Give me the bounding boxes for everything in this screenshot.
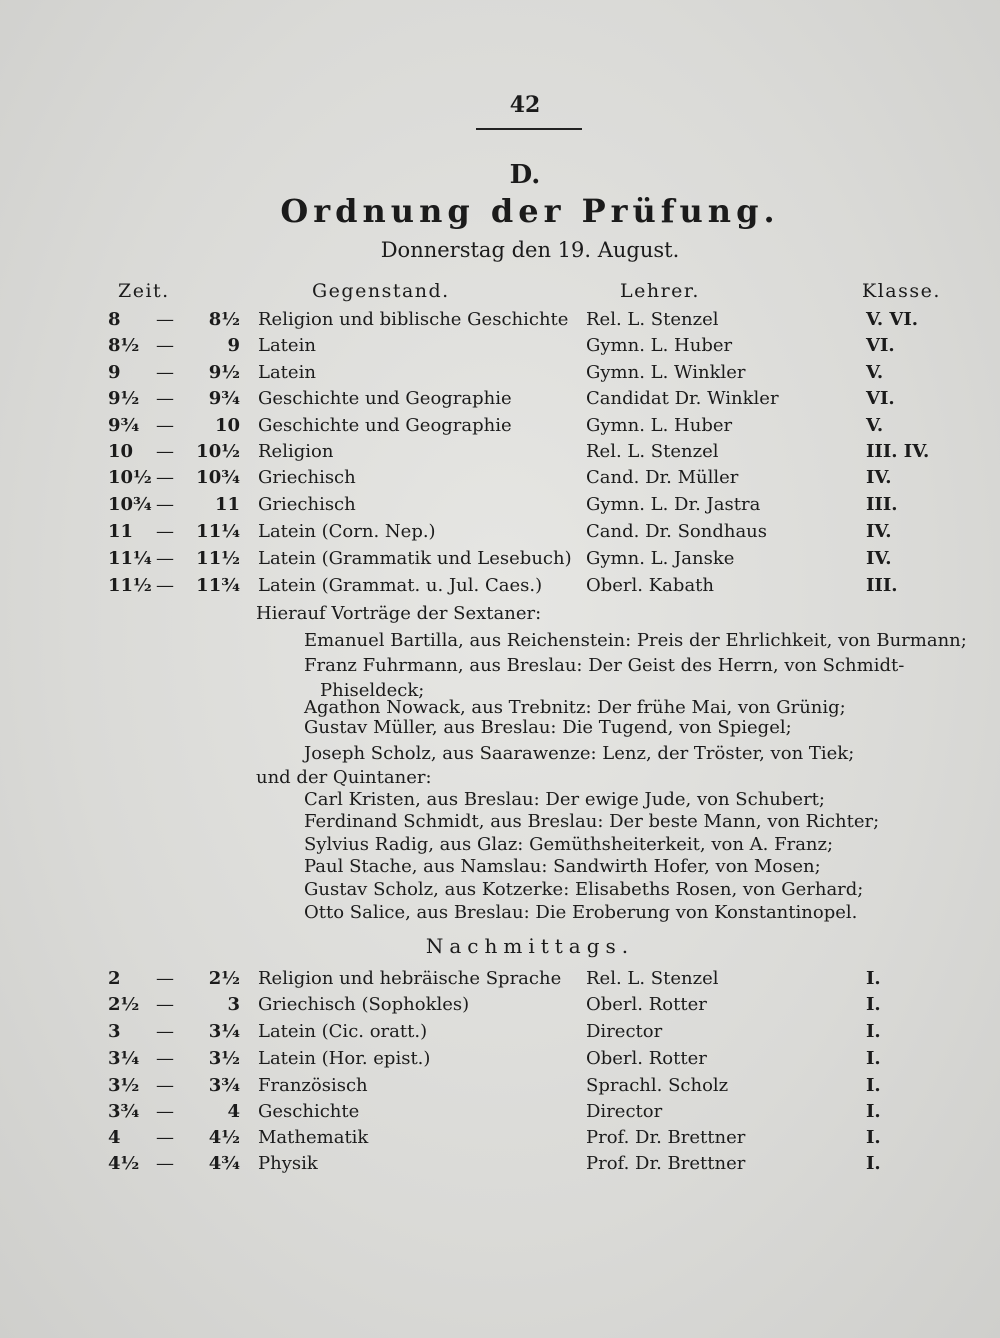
class: I. — [866, 968, 881, 989]
header-gegenstand: Gegenstand. — [312, 280, 450, 302]
teacher: Gymn. L. Janske — [586, 548, 735, 569]
schedule-row — [0, 1075, 1000, 1101]
subject: Religion und hebräische Sprache — [258, 968, 562, 989]
time-dash: — — [156, 548, 174, 569]
time-from: 9¾ — [108, 415, 140, 436]
schedule-row — [0, 575, 1000, 601]
time-dash: — — [156, 494, 174, 515]
class: I. — [866, 994, 881, 1015]
teacher: Cand. Dr. Sondhaus — [586, 521, 768, 542]
schedule-row — [0, 521, 1000, 547]
schedule-row — [0, 362, 1000, 388]
time-to: 10½ — [196, 441, 240, 462]
time-from: 2 — [108, 968, 121, 989]
subject: Griechisch — [258, 467, 356, 488]
class: I. — [866, 1153, 881, 1174]
subject: Latein (Corn. Nep.) — [258, 521, 436, 542]
schedule-row — [0, 388, 1000, 414]
time-from: 4 — [108, 1127, 121, 1148]
time-from: 10¾ — [108, 494, 152, 515]
subject: Geschichte und Geographie — [258, 388, 512, 409]
teacher: Cand. Dr. Müller — [586, 467, 739, 488]
subject: Physik — [258, 1153, 318, 1174]
recitation-line: Sylvius Radig, aus Glaz: Gemüthsheiterkeit, von A. Franz; — [304, 834, 834, 855]
time-to: 10¾ — [196, 467, 240, 488]
recitation-line: Emanuel Bartilla, aus Reichenstein: Preis der Ehrlichkeit, von Burmann; — [304, 630, 967, 651]
time-dash: — — [156, 1048, 174, 1069]
time-dash: — — [156, 521, 174, 542]
time-to: 9¾ — [208, 388, 240, 409]
subject: Geschichte und Geographie — [258, 415, 512, 436]
schedule-row — [0, 494, 1000, 520]
schedule-row — [0, 415, 1000, 441]
time-from: 11¼ — [108, 548, 152, 569]
teacher: Gymn. L. Huber — [586, 335, 733, 356]
class: V. VI. — [866, 309, 919, 330]
subject: Latein (Hor. epist.) — [258, 1048, 431, 1069]
time-from: 8½ — [108, 335, 140, 356]
time-from: 11½ — [108, 575, 152, 596]
teacher: Rel. L. Stenzel — [586, 441, 719, 462]
header-zeit: Zeit. — [118, 280, 170, 302]
teacher: Gymn. L. Huber — [586, 415, 733, 436]
teacher: Oberl. Rotter — [586, 994, 707, 1015]
time-to: 11½ — [196, 548, 240, 569]
recitation-line: Paul Stache, aus Namslau: Sandwirth Hofer, von Mosen; — [304, 856, 821, 877]
class: V. — [866, 415, 884, 436]
class: III. IV. — [866, 441, 930, 462]
subject: Französisch — [258, 1075, 368, 1096]
time-from: 3¾ — [108, 1101, 140, 1122]
subject: Mathematik — [258, 1127, 369, 1148]
schedule-row — [0, 441, 1000, 467]
class: I. — [866, 1101, 881, 1122]
schedule-row — [0, 1101, 1000, 1127]
teacher: Gymn. L. Winkler — [586, 362, 746, 383]
class: IV. — [866, 467, 892, 488]
time-to: 4½ — [208, 1127, 240, 1148]
time-dash: — — [156, 441, 174, 462]
schedule-row — [0, 968, 1000, 994]
afternoon-heading: Nachmittags. — [425, 934, 635, 958]
recitation-line: Agathon Nowack, aus Trebnitz: Der frühe Mai, von Grünig; — [304, 697, 846, 718]
time-dash: — — [156, 1127, 174, 1148]
class: V. — [866, 362, 884, 383]
sextaner-intro: Hierauf Vorträge der Sextaner: — [256, 603, 542, 624]
teacher: Oberl. Rotter — [586, 1048, 707, 1069]
class: I. — [866, 1127, 881, 1148]
subject: Latein (Grammatik und Lesebuch) — [258, 548, 572, 569]
teacher: Gymn. L. Dr. Jastra — [586, 494, 761, 515]
time-dash: — — [156, 388, 174, 409]
time-from: 3 — [108, 1021, 121, 1042]
subject: Latein — [258, 362, 316, 383]
subject: Latein (Grammat. u. Jul. Caes.) — [258, 575, 543, 596]
subject: Griechisch — [258, 494, 356, 515]
time-dash: — — [156, 575, 174, 596]
schedule-row — [0, 1021, 1000, 1047]
time-from: 10½ — [108, 467, 152, 488]
time-dash: — — [156, 467, 174, 488]
page-title: Ordnung der Prüfung. — [280, 192, 780, 230]
teacher: Rel. L. Stenzel — [586, 968, 719, 989]
teacher: Candidat Dr. Winkler — [586, 388, 779, 409]
time-dash: — — [156, 1021, 174, 1042]
time-to: 9½ — [208, 362, 240, 383]
time-to: 4¾ — [208, 1153, 240, 1174]
schedule-row — [0, 548, 1000, 574]
recitation-line: Gustav Scholz, aus Kotzerke: Elisabeths Rosen, von Gerhard; — [304, 879, 864, 900]
page-number: 42 — [509, 92, 541, 118]
time-dash: — — [156, 415, 174, 436]
class: VI. — [866, 388, 895, 409]
time-dash: — — [156, 1101, 174, 1122]
time-from: 3¼ — [108, 1048, 140, 1069]
class: I. — [866, 1021, 881, 1042]
header-klasse: Klasse. — [862, 280, 941, 302]
time-to: 4 — [227, 1101, 240, 1122]
recitation-line: Phiseldeck; — [320, 680, 425, 701]
schedule-row — [0, 994, 1000, 1020]
subject: Geschichte — [258, 1101, 360, 1122]
class: I. — [866, 1048, 881, 1069]
teacher: Prof. Dr. Brettner — [586, 1153, 746, 1174]
time-to: 3¾ — [208, 1075, 240, 1096]
header-lehrer: Lehrer. — [620, 280, 700, 302]
recitation-line: Franz Fuhrmann, aus Breslau: Der Geist des Herrn, von Schmidt- — [304, 655, 905, 676]
recitation-line: Carl Kristen, aus Breslau: Der ewige Jude, von Schubert; — [304, 789, 825, 810]
recitation-line: Joseph Scholz, aus Saarawenze: Lenz, der Tröster, von Tiek; — [304, 743, 855, 764]
schedule-row — [0, 1153, 1000, 1179]
time-from: 9½ — [108, 388, 140, 409]
subject: Latein — [258, 335, 316, 356]
teacher: Prof. Dr. Brettner — [586, 1127, 746, 1148]
time-dash: — — [156, 362, 174, 383]
class: III. — [866, 575, 898, 596]
class: IV. — [866, 521, 892, 542]
time-from: 3½ — [108, 1075, 140, 1096]
schedule-row — [0, 1048, 1000, 1074]
subject: Latein (Cic. oratt.) — [258, 1021, 428, 1042]
time-dash: — — [156, 994, 174, 1015]
time-from: 10 — [108, 441, 134, 462]
teacher: Director — [586, 1101, 663, 1122]
section-label: D. — [509, 160, 541, 190]
class: IV. — [866, 548, 892, 569]
page-number-rule — [476, 128, 582, 130]
time-to: 10 — [214, 415, 240, 436]
time-dash: — — [156, 1075, 174, 1096]
class: I. — [866, 1075, 881, 1096]
class: VI. — [866, 335, 895, 356]
quintaner-intro: und der Quintaner: — [256, 767, 432, 788]
time-to: 9 — [227, 335, 240, 356]
time-from: 8 — [108, 309, 121, 330]
time-from: 2½ — [108, 994, 140, 1015]
recitation-line: Gustav Müller, aus Breslau: Die Tugend, von Spiegel; — [304, 717, 792, 738]
schedule-row — [0, 467, 1000, 493]
time-to: 2½ — [208, 968, 240, 989]
teacher: Director — [586, 1021, 663, 1042]
recitation-line: Ferdinand Schmidt, aus Breslau: Der beste Mann, von Richter; — [304, 811, 880, 832]
time-dash: — — [156, 309, 174, 330]
time-dash: — — [156, 968, 174, 989]
subject: Griechisch (Sophokles) — [258, 994, 470, 1015]
time-from: 11 — [108, 521, 134, 542]
time-to: 11 — [214, 494, 240, 515]
time-from: 9 — [108, 362, 121, 383]
recitation-line: Otto Salice, aus Breslau: Die Eroberung von Konstantinopel. — [304, 902, 858, 923]
time-to: 11¼ — [196, 521, 240, 542]
exam-date: Donnerstag den 19. August. — [380, 238, 680, 262]
time-dash: — — [156, 335, 174, 356]
time-to: 3 — [227, 994, 240, 1015]
subject: Religion und biblische Geschichte — [258, 309, 569, 330]
time-to: 3¼ — [208, 1021, 240, 1042]
schedule-row — [0, 1127, 1000, 1153]
subject: Religion — [258, 441, 334, 462]
time-from: 4½ — [108, 1153, 140, 1174]
time-to: 11¾ — [196, 575, 240, 596]
class: III. — [866, 494, 898, 515]
time-to: 8½ — [208, 309, 240, 330]
time-to: 3½ — [208, 1048, 240, 1069]
teacher: Sprachl. Scholz — [586, 1075, 729, 1096]
time-dash: — — [156, 1153, 174, 1174]
teacher: Oberl. Kabath — [586, 575, 714, 596]
teacher: Rel. L. Stenzel — [586, 309, 719, 330]
schedule-row — [0, 309, 1000, 335]
schedule-row — [0, 335, 1000, 361]
